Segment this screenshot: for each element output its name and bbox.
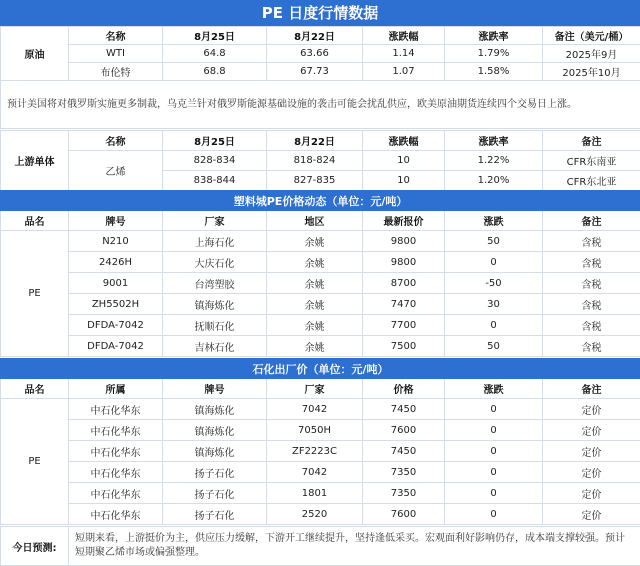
cell: 大庆石化	[163, 252, 267, 273]
cell: 7350	[363, 483, 445, 504]
forecast-label: 今日预测:	[1, 527, 69, 566]
cell: 中石化华东	[69, 420, 163, 441]
cell: 扬子石化	[163, 483, 267, 504]
table-row	[1, 420, 640, 441]
crude-header-change: 涨跌幅	[363, 27, 445, 45]
factory-price-table	[0, 358, 640, 525]
cell: CFR东北亚	[543, 171, 640, 191]
cell: 定价	[543, 420, 640, 441]
crude-header-name: 名称	[69, 27, 163, 45]
cell: 中石化华东	[69, 483, 163, 504]
cell: 7450	[363, 399, 445, 420]
cell: 10	[363, 171, 445, 191]
table-row	[1, 336, 640, 357]
cell: 扬子石化	[163, 504, 267, 525]
cell: ZF2223C	[267, 441, 363, 462]
fp-header-change: 涨跌	[445, 379, 543, 399]
monomer-header-date1: 8月25日	[163, 131, 267, 151]
cell: 中石化华东	[69, 462, 163, 483]
crude-header-date2: 8月22日	[267, 27, 363, 45]
factory-band: 石化出厂价（单位：元/吨）	[1, 359, 640, 379]
crude-category: 原油	[1, 27, 69, 81]
fp-header-maker: 厂家	[267, 379, 363, 399]
cell: 0	[445, 420, 543, 441]
cell: 1.07	[363, 63, 445, 81]
cell: 吉林石化	[163, 336, 267, 357]
table-row	[1, 399, 640, 420]
monomer-header-change: 涨跌幅	[363, 131, 445, 151]
fp-header-owner: 所属	[69, 379, 163, 399]
table-row	[1, 63, 640, 81]
pc-header-grade: 牌号	[69, 211, 163, 231]
pc-header-product: 品名	[1, 211, 69, 231]
fp-header-grade: 牌号	[163, 379, 267, 399]
cell: 扬子石化	[163, 462, 267, 483]
cell: 828-834	[163, 151, 267, 171]
cell: 9800	[363, 252, 445, 273]
cell: 定价	[543, 504, 640, 525]
cell: 2025年9月	[543, 45, 640, 63]
pc-header-maker: 厂家	[163, 211, 267, 231]
monomer-header-date2: 8月22日	[267, 131, 363, 151]
cell: 2426H	[69, 252, 163, 273]
cell: 中石化华东	[69, 441, 163, 462]
cell: 7700	[363, 315, 445, 336]
table-row	[1, 483, 640, 504]
cell: 818-824	[267, 151, 363, 171]
cell: 余姚	[267, 294, 363, 315]
cell: 2520	[267, 504, 363, 525]
cell: 67.73	[267, 63, 363, 81]
cell: 含税	[543, 252, 640, 273]
cell: 0	[445, 504, 543, 525]
page-title: PE 日度行情数据	[0, 0, 640, 26]
cell: DFDA-7042	[69, 315, 163, 336]
cell: 定价	[543, 441, 640, 462]
cell: 63.66	[267, 45, 363, 63]
table-row	[1, 231, 640, 252]
cell: 838-844	[163, 171, 267, 191]
monomer-table	[0, 130, 640, 191]
cell: 余姚	[267, 315, 363, 336]
cell: 64.8	[163, 45, 267, 63]
fp-header-remark: 备注	[543, 379, 640, 399]
fp-header-price: 价格	[363, 379, 445, 399]
cell: 余姚	[267, 252, 363, 273]
cell: 0	[445, 483, 543, 504]
cell: 定价	[543, 462, 640, 483]
cell: 抚顺石化	[163, 315, 267, 336]
cell: 定价	[543, 483, 640, 504]
cell: 台湾塑胶	[163, 273, 267, 294]
table-row	[1, 504, 640, 525]
pc-header-remark: 备注	[543, 211, 640, 231]
cell: 7470	[363, 294, 445, 315]
cell: 镇海炼化	[163, 441, 267, 462]
cell: 7042	[267, 462, 363, 483]
cell: 余姚	[267, 231, 363, 252]
cell: 镇海炼化	[163, 420, 267, 441]
cell: 余姚	[267, 273, 363, 294]
crude-header-rate: 涨跌率	[445, 27, 543, 45]
table-row	[1, 273, 640, 294]
cell: 含税	[543, 315, 640, 336]
crude-note: 预计美国将对俄罗斯实施更多制裁，乌克兰针对俄罗斯能源基础设施的袭击可能会扰乱供应，欧美原油期货连续四个交易日上涨。	[1, 81, 640, 129]
cell: 9001	[69, 273, 163, 294]
crude-header-remark: 备注（美元/桶）	[543, 27, 640, 45]
cell: 0	[445, 462, 543, 483]
monomer-header-remark: 备注	[543, 131, 640, 151]
monomer-header-rate: 涨跌率	[445, 131, 543, 151]
cell: 7450	[363, 441, 445, 462]
cell: -50	[445, 273, 543, 294]
fp-category: PE	[1, 399, 69, 525]
cell: 50	[445, 231, 543, 252]
cell: 0	[445, 399, 543, 420]
cell: 含税	[543, 231, 640, 252]
monomer-category: 上游单体	[1, 131, 69, 191]
cell: 中石化华东	[69, 504, 163, 525]
table-row	[1, 462, 640, 483]
cell: CFR东南亚	[543, 151, 640, 171]
crude-header-date1: 8月25日	[163, 27, 267, 45]
cell: N210	[69, 231, 163, 252]
cell: 10	[363, 151, 445, 171]
cell: 7600	[363, 420, 445, 441]
cell: 1801	[267, 483, 363, 504]
forecast-table	[0, 526, 640, 566]
cell: 余姚	[267, 336, 363, 357]
cell: 镇海炼化	[163, 399, 267, 420]
cell: 30	[445, 294, 543, 315]
cell: 中石化华东	[69, 399, 163, 420]
cell: 7350	[363, 462, 445, 483]
cell: 1.79%	[445, 45, 543, 63]
cell: 0	[445, 441, 543, 462]
table-row	[1, 294, 640, 315]
table-row	[1, 45, 640, 63]
cell: 1.14	[363, 45, 445, 63]
cell: WTI	[69, 45, 163, 63]
cell: 定价	[543, 399, 640, 420]
cell: 2025年10月	[543, 63, 640, 81]
pc-category: PE	[1, 231, 69, 357]
cell: 含税	[543, 336, 640, 357]
cell: 上海石化	[163, 231, 267, 252]
pc-header-change: 涨跌	[445, 211, 543, 231]
cell: 镇海炼化	[163, 294, 267, 315]
pc-header-region: 地区	[267, 211, 363, 231]
fp-header-product: 品名	[1, 379, 69, 399]
cell: 50	[445, 336, 543, 357]
cell: 布伦特	[69, 63, 163, 81]
cell: 7500	[363, 336, 445, 357]
plastic-city-band: 塑料城PE价格动态（单位：元/吨）	[1, 191, 640, 211]
cell: 0	[445, 315, 543, 336]
forecast-text: 短期来看，上游挺价为主，供应压力缓解，下游开工继续提升，坚持逢低采买。宏观面利好影响仍存，成本端支撑较强。预计短期聚乙烯市场或偏强整理。	[69, 527, 640, 566]
table-row	[1, 151, 640, 171]
cell: 含税	[543, 273, 640, 294]
cell: 1.22%	[445, 151, 543, 171]
cell: 827-835	[267, 171, 363, 191]
plastic-city-table	[0, 190, 640, 357]
cell: 1.20%	[445, 171, 543, 191]
cell: 1.58%	[445, 63, 543, 81]
cell: 68.8	[163, 63, 267, 81]
crude-oil-table	[0, 26, 640, 129]
cell: 7050H	[267, 420, 363, 441]
table-row	[1, 252, 640, 273]
cell: 0	[445, 252, 543, 273]
cell: 含税	[543, 294, 640, 315]
cell: 9800	[363, 231, 445, 252]
cell: 8700	[363, 273, 445, 294]
cell: 7600	[363, 504, 445, 525]
monomer-header-name: 名称	[69, 131, 163, 151]
cell: 7042	[267, 399, 363, 420]
pc-header-price: 最新报价	[363, 211, 445, 231]
cell: ZH5502H	[69, 294, 163, 315]
table-row	[1, 441, 640, 462]
table-row	[1, 315, 640, 336]
monomer-product: 乙烯	[69, 151, 163, 191]
cell: DFDA-7042	[69, 336, 163, 357]
